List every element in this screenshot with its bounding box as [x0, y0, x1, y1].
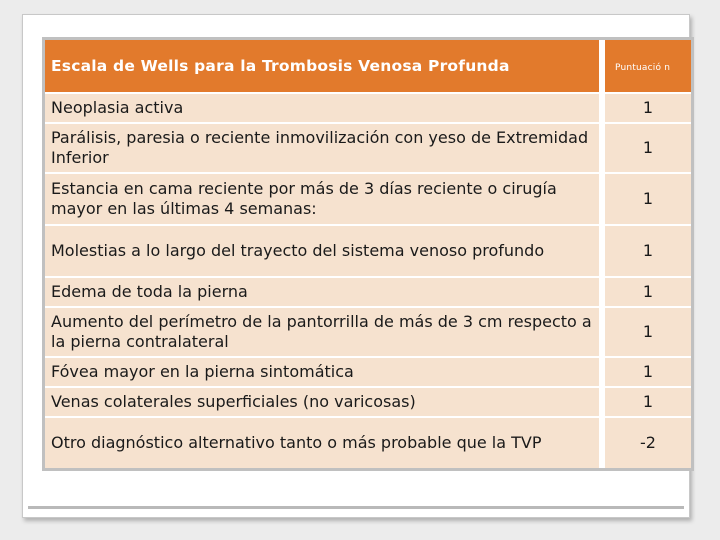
table-row	[45, 358, 691, 388]
table-row	[45, 174, 691, 226]
criterion-cell: Venas colaterales superficiales (no varicosas)	[45, 388, 599, 418]
criterion-cell: Molestias a lo largo del trayecto del sistema venoso profundo	[45, 226, 599, 278]
score-cell: 1	[599, 94, 691, 124]
table-title: Escala de Wells para la Trombosis Venosa Profunda	[45, 40, 599, 94]
table-row	[45, 226, 691, 278]
score-cell: 1	[599, 226, 691, 278]
table-header-row	[45, 40, 691, 94]
table-row	[45, 418, 691, 468]
criterion-cell: Neoplasia activa	[45, 94, 599, 124]
criterion-cell: Edema de toda la pierna	[45, 278, 599, 308]
table-row	[45, 124, 691, 174]
slide-bottom-rule	[28, 506, 684, 509]
criterion-cell: Estancia en cama reciente por más de 3 días reciente o cirugía mayor en las últimas 4 semanas:	[45, 174, 599, 226]
criterion-cell: Aumento del perímetro de la pantorrilla de más de 3 cm respecto a la pierna contralateral	[45, 308, 599, 358]
score-cell: 1	[599, 358, 691, 388]
score-cell: 1	[599, 278, 691, 308]
criterion-cell: Fóvea mayor en la pierna sintomática	[45, 358, 599, 388]
table-row	[45, 308, 691, 358]
score-cell: -2	[599, 418, 691, 468]
criterion-cell: Parálisis, paresia o reciente inmovilización con yeso de Extremidad Inferior	[45, 124, 599, 174]
score-column-header: Puntuació n	[599, 40, 691, 94]
criterion-cell: Otro diagnóstico alternativo tanto o más probable que la TVP	[45, 418, 599, 468]
wells-score-table	[42, 37, 694, 471]
score-cell: 1	[599, 388, 691, 418]
score-cell: 1	[599, 174, 691, 226]
table-row	[45, 278, 691, 308]
table-row	[45, 388, 691, 418]
score-cell: 1	[599, 308, 691, 358]
score-cell: 1	[599, 124, 691, 174]
table-row	[45, 94, 691, 124]
